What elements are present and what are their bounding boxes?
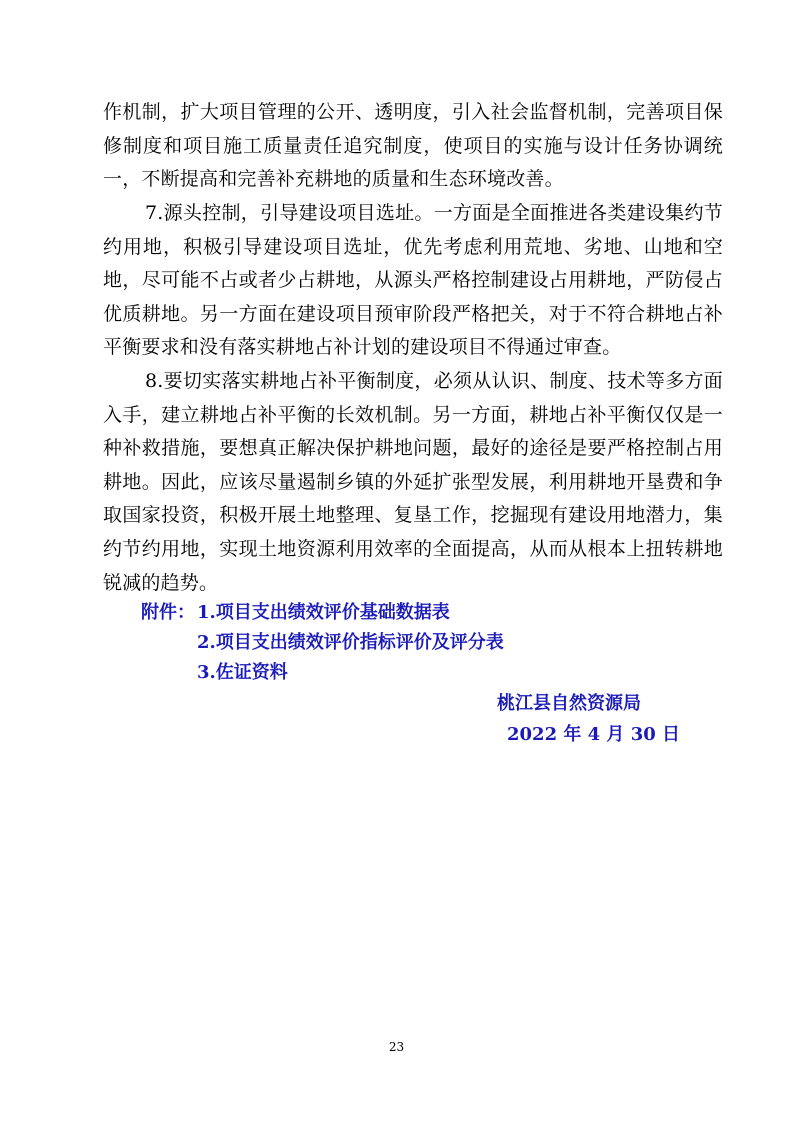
page-number: 23 [388, 1040, 405, 1054]
attachment-item-1: 1.项目支出绩效评价基础数据表 [197, 602, 450, 623]
signature-date: 2022 年 4 月 30 日 [507, 724, 681, 745]
signature-organization: 桃江县自然资源局 [497, 693, 641, 714]
body-paragraph-item-7: 7.源头控制，引导建设项目选址。一方面是全面推进各类建设集约节约用地，积极引导建设项目选址，优先考虑利用荒地、劣地、山地和空地，尽可能不占或者少占耕地，从源头严格控制建设占用耕地，严防侵占优质耕地。另一方面在建设项目预审阶段严格把关，对于不符合耕地占补平衡要求和没有落实耕地占补计划的建设项目不得通过审查。 [103, 202, 723, 359]
body-paragraph-item-8: 8.要切实落实耕地占补平衡制度，必须从认识、制度、技术等多方面入手，建立耕地占补平衡的长效机制。另一方面，耕地占补平衡仅仅是一种补救措施，要想真正解决保护耕地问题，最好的途径是要严格控制占用耕地。因此，应该尽量遏制乡镇的外延扩张型发展，利用耕地开垦费和争取国家投资，积极开展土地整理、复垦工作，挖掘现有建设用地潜力，集约节约用地，实现土地资源利用效率的全面提高，从而从根本上扭转耕地锐减的趋势。 [103, 370, 723, 594]
body-paragraph-continuation: 作机制，扩大项目管理的公开、透明度，引入社会监督机制，完善项目保修制度和项目施工质量责任追究制度，使项目的实施与设计任务协调统一，不断提高和完善补充耕地的质量和生态环境改善。 [103, 101, 723, 191]
attachment-item-3: 3.佐证资料 [197, 662, 288, 683]
attachments-label: 附件： [141, 602, 195, 623]
attachment-item-2: 2.项目支出绩效评价指标评价及评分表 [197, 632, 504, 653]
